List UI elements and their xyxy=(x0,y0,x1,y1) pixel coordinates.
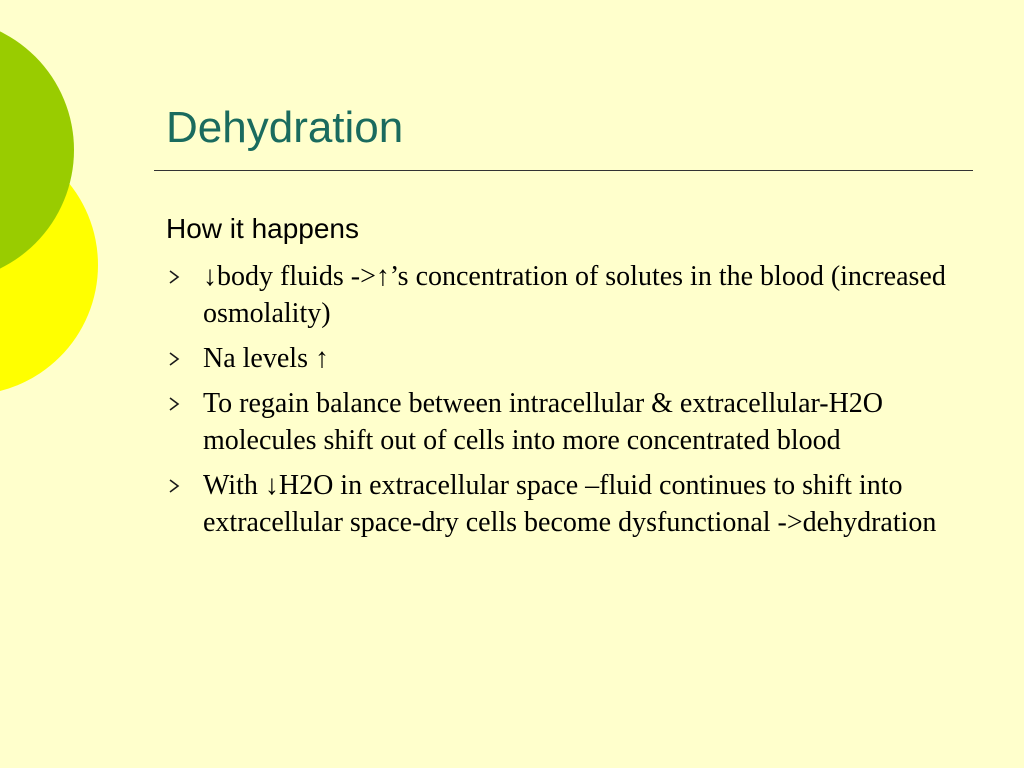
bullet-item xyxy=(166,258,966,332)
arrowhead-bullet-icon xyxy=(166,351,182,367)
bullet-list xyxy=(166,258,966,549)
decorative-circles xyxy=(0,0,120,420)
arrowhead-bullet-icon xyxy=(166,478,182,494)
bullet-item xyxy=(166,385,966,459)
arrowhead-bullet-icon xyxy=(166,269,182,285)
arrowhead-bullet-icon xyxy=(166,396,182,412)
title-divider xyxy=(154,170,973,171)
bullet-item xyxy=(166,340,966,377)
bullet-text: To regain balance between intracellular & extracellular-H2O molecules shift out of cells into more concentrated blood xyxy=(203,388,884,456)
bullet-text: With ↓H2O in extracellular space –fluid continues to shift into extracellular space-dry cells become dysfunctional ->dehydration xyxy=(203,470,937,538)
bullet-text: ↓body fluids ->↑’s concentration of solutes in the blood (increased osmolality) xyxy=(203,261,946,329)
bullet-text: Na levels ↑ xyxy=(203,343,329,374)
slide-subtitle: How it happens xyxy=(166,213,360,244)
bullet-item xyxy=(166,467,966,541)
slide-title: Dehydration xyxy=(166,103,404,152)
